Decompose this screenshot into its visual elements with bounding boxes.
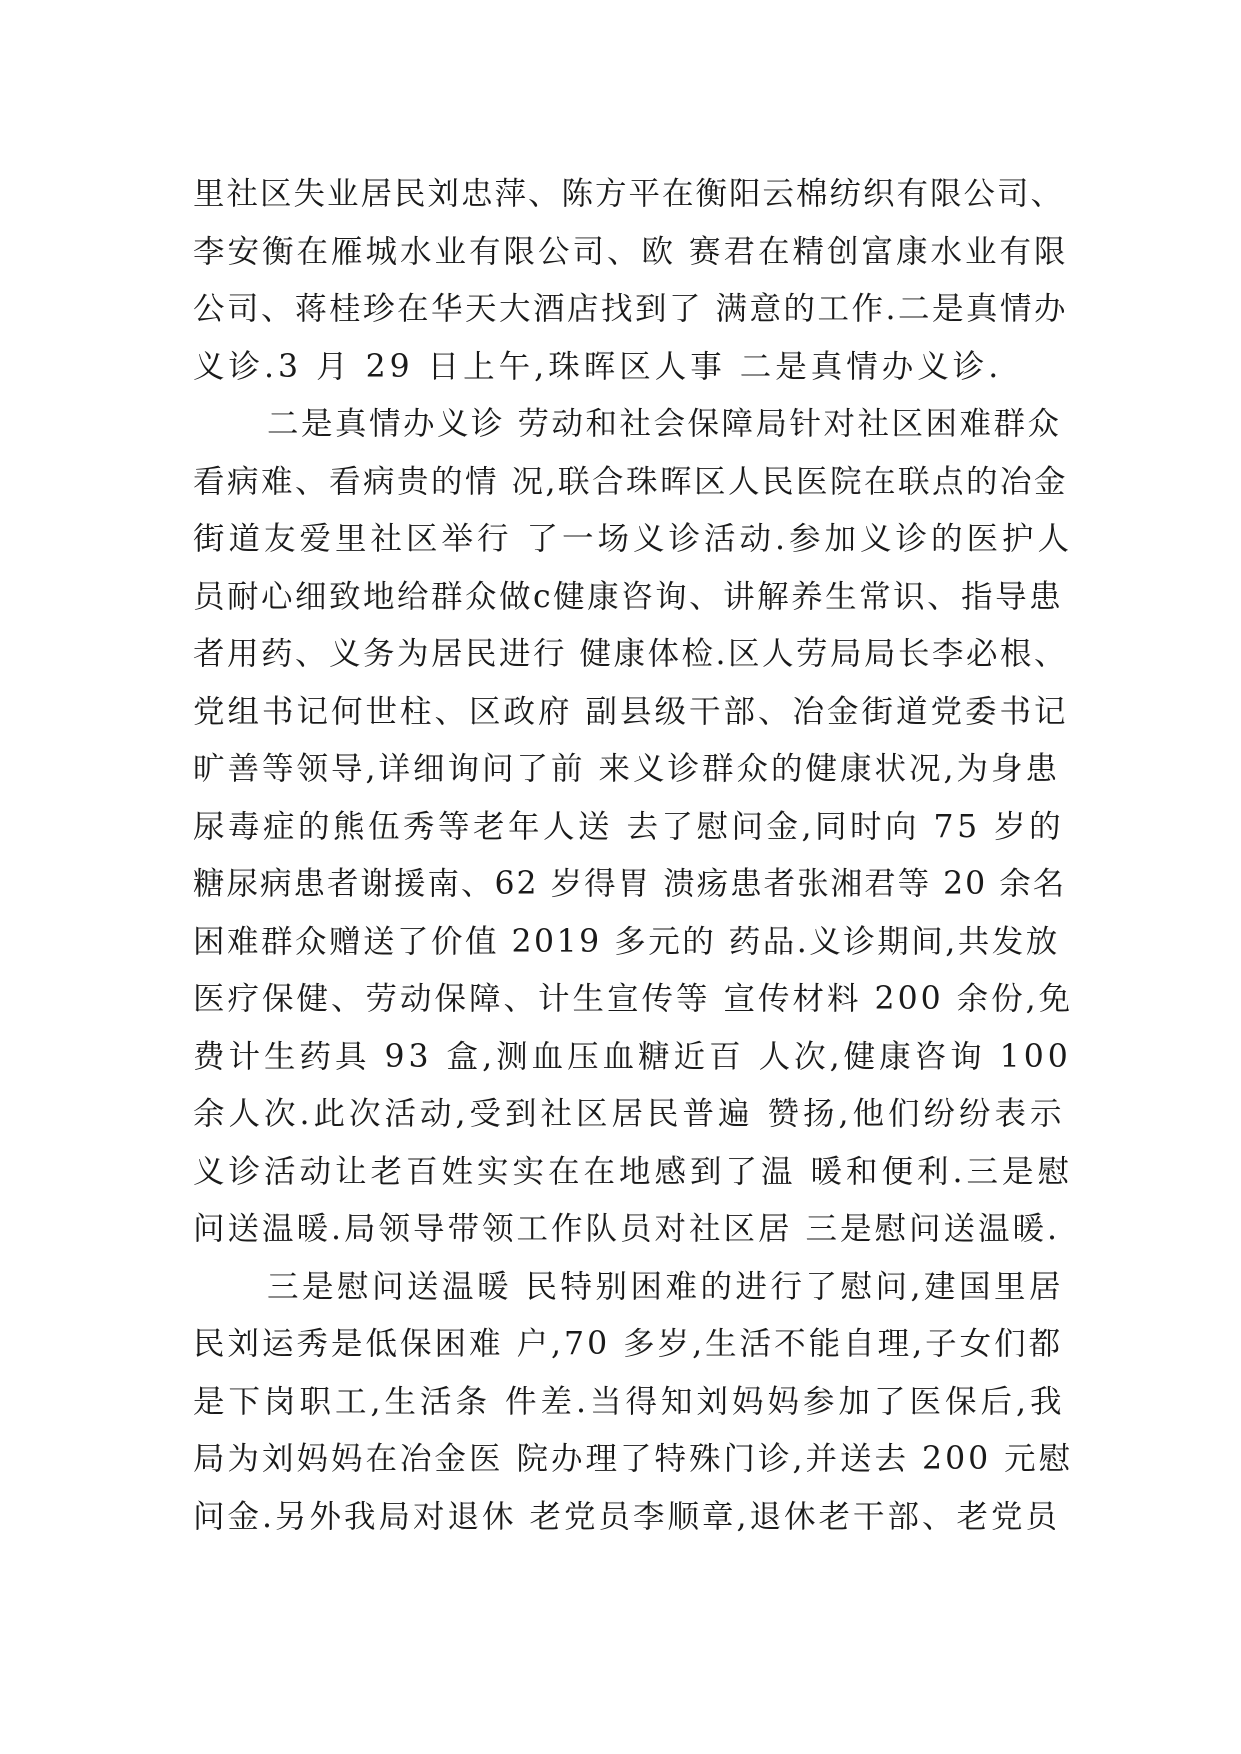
text-line: 尿毒症的熊伍秀等老年人送 去了慰问金,同时向 75 岁的 bbox=[193, 808, 1065, 845]
text-line: 糖尿病患者谢援南、62 岁得胃 溃疡患者张湘君等 20 余名 bbox=[193, 866, 1067, 902]
paragraph-first-line: 三是慰问送温暖 民特别困难的进行了慰问,建国里居 bbox=[267, 1268, 1065, 1305]
text-line: 问送温暖.局领导带领工作队员对社区居 三是慰问送温暖. bbox=[193, 1211, 1061, 1247]
text-line: 公司、蒋桂珍在华天大酒店找到了 满意的工作.二是真情办 bbox=[193, 291, 1069, 327]
text-line: 义诊.3 月 29 日上午,珠晖区人事 二是真情办义诊. bbox=[193, 348, 1003, 385]
text-line: 里社区失业居民刘忠萍、陈方平在衡阳云棉纺织有限公司、 bbox=[193, 176, 1065, 212]
text-line: 民刘运秀是低保困难 户,70 多岁,生活不能自理,子女们都 bbox=[193, 1326, 1064, 1362]
text-line: 看病难、看病贵的情 况,联合珠晖区人民医院在联点的冶金 bbox=[193, 463, 1069, 500]
text-line: 费计生药具 93 盒,测血压血糖近百 人次,健康咨询 100 bbox=[193, 1038, 1072, 1075]
text-line: 问金.另外我局对退休 老党员李顺章,退休老干部、老党员 bbox=[193, 1498, 1061, 1535]
text-line: 困难群众赠送了价值 2019 多元的 药品.义诊期间,共发放 bbox=[193, 923, 1060, 960]
text-line: 街道友爱里社区举行 了一场义诊活动.参加义诊的医护人 bbox=[193, 521, 1074, 557]
text-line: 余人次.此次活动,受到社区居民普遍 赞扬,他们纷纷表示 bbox=[193, 1096, 1066, 1132]
text-line: 党组书记何世柱、区政府 副县级干部、冶金街道党委书记 bbox=[193, 693, 1069, 730]
text-line: 义诊活动让老百姓实实在在地感到了温 暖和便利.三是慰 bbox=[193, 1153, 1074, 1190]
text-line: 旷善等领导,详细询问了前 来义诊群众的健康状况,为身患 bbox=[193, 751, 1061, 787]
text-line: 者用药、义务为居民进行 健康体检.区人劳局局长李必根、 bbox=[193, 636, 1069, 672]
text-line: 局为刘妈妈在冶金医 院办理了特殊门诊,并送去 200 元慰 bbox=[193, 1441, 1074, 1477]
text-line: 李安衡在雁城水业有限公司、欧 赛君在精创富康水业有限 bbox=[193, 233, 1069, 270]
text-line: 是下岗职工,生活条 件差.当得知刘妈妈参加了医保后,我 bbox=[193, 1383, 1066, 1420]
text-line: 员耐心细致地给群众做c健康咨询、讲解养生常识、指导患 bbox=[193, 578, 1064, 615]
body-text bbox=[193, 166, 1073, 1546]
text-line: 医疗保健、劳动保障、计生宣传等 宣传材料 200 余份,免 bbox=[193, 981, 1074, 1017]
paragraph-first-line: 二是真情办义诊 劳动和社会保障局针对社区困难群众 bbox=[267, 406, 1062, 442]
